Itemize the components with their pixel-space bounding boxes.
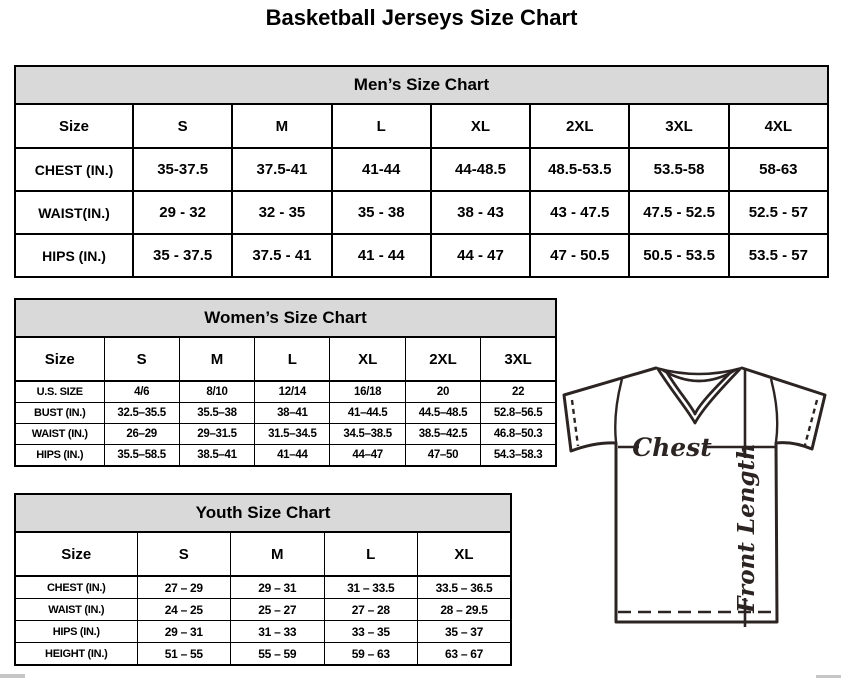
mens-value-cell: 37.5 - 41 (232, 234, 331, 277)
youth-size-table (14, 493, 512, 666)
horizontal-scrollbar-fragment-right[interactable] (816, 675, 841, 678)
youth-value-cell: 35 – 37 (418, 621, 512, 643)
womens-value-cell: 41–44.5 (330, 403, 405, 424)
youth-value-cell: 29 – 31 (231, 576, 325, 599)
mens-value-cell: 52.5 - 57 (729, 191, 828, 234)
youth-row-label: HIPS (IN.) (15, 621, 137, 643)
jersey-vneck (658, 369, 740, 423)
mens-table-title: Men’s Size Chart (15, 66, 828, 104)
mens-value-cell: 47 - 50.5 (530, 234, 629, 277)
mens-value-cell: 35-37.5 (133, 148, 232, 191)
jersey-body-outline (564, 368, 825, 622)
youth-value-cell: 33.5 – 36.5 (418, 576, 512, 599)
womens-value-cell: 52.8–56.5 (481, 403, 556, 424)
youth-size-header: XL (418, 532, 512, 576)
youth-value-cell: 27 – 28 (324, 599, 418, 621)
womens-value-cell: 32.5–35.5 (104, 403, 179, 424)
mens-value-cell: 38 - 43 (431, 191, 530, 234)
youth-value-cell: 55 – 59 (231, 643, 325, 666)
womens-value-cell: 47–50 (405, 445, 480, 467)
jersey-cuff-dash-left (572, 400, 578, 446)
womens-value-cell: 8/10 (179, 381, 254, 403)
mens-size-header: 4XL (729, 104, 828, 148)
mens-value-cell: 53.5 - 57 (729, 234, 828, 277)
womens-value-cell: 44.5–48.5 (405, 403, 480, 424)
womens-value-cell: 38–41 (255, 403, 330, 424)
womens-table-title: Women’s Size Chart (15, 299, 556, 337)
mens-value-cell: 47.5 - 52.5 (629, 191, 728, 234)
womens-value-cell: 41–44 (255, 445, 330, 467)
mens-value-cell: 41-44 (332, 148, 431, 191)
youth-row-label: WAIST (IN.) (15, 599, 137, 621)
youth-row-label: HEIGHT (IN.) (15, 643, 137, 666)
womens-value-cell: 34.5–38.5 (330, 424, 405, 445)
womens-size-header: L (255, 337, 330, 381)
womens-size-header: XL (330, 337, 405, 381)
womens-value-cell: 38.5–41 (179, 445, 254, 467)
youth-value-cell: 29 – 31 (137, 621, 231, 643)
mens-value-cell: 37.5-41 (232, 148, 331, 191)
youth-size-header: M (231, 532, 325, 576)
youth-size-header: S (137, 532, 231, 576)
womens-value-cell: 29–31.5 (179, 424, 254, 445)
youth-value-cell: 24 – 25 (137, 599, 231, 621)
womens-value-cell: 38.5–42.5 (405, 424, 480, 445)
youth-value-cell: 27 – 29 (137, 576, 231, 599)
page-title: Basketball Jerseys Size Chart (265, 5, 578, 30)
womens-value-cell: 4/6 (104, 381, 179, 403)
mens-corner-header: Size (15, 104, 133, 148)
youth-value-cell: 31 – 33.5 (324, 576, 418, 599)
womens-row-label: BUST (IN.) (15, 403, 104, 424)
front-length-label: Front Length (733, 443, 760, 613)
womens-size-header: 3XL (481, 337, 556, 381)
womens-value-cell: 35.5–58.5 (104, 445, 179, 467)
womens-value-cell: 26–29 (104, 424, 179, 445)
jersey-armhole-seam-left (615, 379, 622, 442)
mens-size-header: 3XL (629, 104, 728, 148)
youth-value-cell: 63 – 67 (418, 643, 512, 666)
womens-row-label: HIPS (IN.) (15, 445, 104, 467)
womens-value-cell: 44–47 (330, 445, 405, 467)
youth-value-cell: 28 – 29.5 (418, 599, 512, 621)
womens-value-cell: 20 (405, 381, 480, 403)
womens-size-header: 2XL (405, 337, 480, 381)
mens-value-cell: 35 - 38 (332, 191, 431, 234)
mens-row-label: CHEST (IN.) (15, 148, 133, 191)
womens-corner-header: Size (15, 337, 104, 381)
womens-size-header: M (179, 337, 254, 381)
womens-row-label: WAIST (IN.) (15, 424, 104, 445)
jersey-measurement-diagram (555, 355, 843, 645)
jersey-armhole-seam-right (771, 379, 777, 442)
mens-value-cell: 44 - 47 (431, 234, 530, 277)
mens-value-cell: 41 - 44 (332, 234, 431, 277)
womens-value-cell: 46.8–50.3 (481, 424, 556, 445)
mens-size-header: 2XL (530, 104, 629, 148)
mens-value-cell: 58-63 (729, 148, 828, 191)
youth-row-label: CHEST (IN.) (15, 576, 137, 599)
womens-row-label: U.S. SIZE (15, 381, 104, 403)
mens-size-header: S (133, 104, 232, 148)
youth-value-cell: 25 – 27 (231, 599, 325, 621)
mens-size-table (14, 65, 829, 278)
mens-value-cell: 32 - 35 (232, 191, 331, 234)
mens-size-header: XL (431, 104, 530, 148)
womens-size-table (14, 298, 557, 467)
womens-value-cell: 16/18 (330, 381, 405, 403)
horizontal-scrollbar-fragment-left[interactable] (0, 674, 25, 678)
mens-value-cell: 29 - 32 (133, 191, 232, 234)
womens-value-cell: 54.3–58.3 (481, 445, 556, 467)
mens-value-cell: 43 - 47.5 (530, 191, 629, 234)
womens-value-cell: 22 (481, 381, 556, 403)
mens-size-header: M (232, 104, 331, 148)
youth-value-cell: 33 – 35 (324, 621, 418, 643)
womens-size-header: S (104, 337, 179, 381)
chest-label: Chest (632, 433, 712, 462)
youth-size-header: L (324, 532, 418, 576)
mens-value-cell: 44-48.5 (431, 148, 530, 191)
mens-size-header: L (332, 104, 431, 148)
mens-row-label: HIPS (IN.) (15, 234, 133, 277)
mens-row-label: WAIST(IN.) (15, 191, 133, 234)
youth-value-cell: 51 – 55 (137, 643, 231, 666)
mens-value-cell: 48.5-53.5 (530, 148, 629, 191)
womens-value-cell: 12/14 (255, 381, 330, 403)
mens-value-cell: 53.5-58 (629, 148, 728, 191)
youth-corner-header: Size (15, 532, 137, 576)
mens-value-cell: 50.5 - 53.5 (629, 234, 728, 277)
womens-value-cell: 35.5–38 (179, 403, 254, 424)
youth-value-cell: 31 – 33 (231, 621, 325, 643)
youth-value-cell: 59 – 63 (324, 643, 418, 666)
mens-value-cell: 35 - 37.5 (133, 234, 232, 277)
womens-value-cell: 31.5–34.5 (255, 424, 330, 445)
youth-table-title: Youth Size Chart (15, 494, 511, 532)
